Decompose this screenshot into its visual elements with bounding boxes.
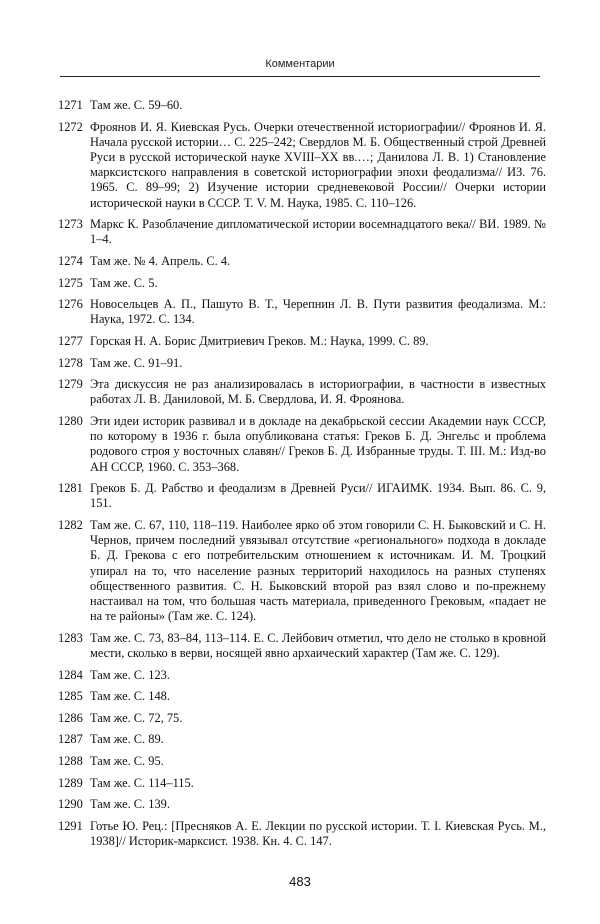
endnote-text: Там же. С. 91–91. (90, 355, 183, 370)
endnote (58, 120, 546, 211)
endnote-number: 1280 (58, 413, 83, 428)
endnote (58, 356, 546, 371)
endnote-number: 1272 (58, 119, 83, 134)
endnote-text: Маркс К. Разоблачение дипломатической истории восемнадцатого века// ВИ. 1989. № 1–4. (90, 217, 546, 247)
endnote-text: Готье Ю. Рец.: [Пресняков А. Е. Лекции по русской истории. Т. I. Киевская Русь. М., 1938]// Историк-марксист. 1938. Кн. 4. С. 147. (90, 818, 546, 848)
endnote (58, 711, 546, 726)
endnote-text: Греков Б. Д. Рабство и феодализм в Древней Руси// ИГАИМК. 1934. Вып. 86. С. 9, 151. (90, 481, 546, 511)
endnote-text: Эта дискуссия не раз анализировалась в историографии, в частности в известных работах Л. В. Даниловой, М. Б. Свердлова, И. Я. Фроянова. (90, 377, 546, 407)
endnote-number: 1278 (58, 355, 83, 370)
endnote (58, 414, 546, 475)
endnote-text: Там же. С. 72, 75. (90, 710, 183, 725)
endnote-text: Там же. С. 139. (90, 797, 170, 812)
endnote-number: 1271 (58, 98, 83, 112)
endnote (58, 689, 546, 704)
endnote-number: 1281 (58, 481, 83, 496)
endnote-number: 1285 (58, 689, 83, 704)
endnote (58, 776, 546, 791)
endnote-text: Горская Н. А. Борис Дмитриевич Греков. М.: Наука, 1999. С. 89. (90, 333, 429, 348)
endnote-text: Эти идеи историк развивал и в докладе на декабрьской сессии Академии наук СССР, по которому в 1936 г. была опубликована статья: Греков Б. Д. Энгельс и проблема родового строя у восточных славян// Греков Б. Д. Избранные труды. Т. III. М.: Изд-во АН СССР, 1960. С. 353–368. (90, 413, 546, 474)
endnote-text: Там же. С. 59–60. (90, 98, 183, 112)
endnote-number: 1291 (58, 818, 83, 833)
endnotes-list (58, 98, 546, 856)
endnote-number: 1283 (58, 630, 83, 645)
endnote (58, 797, 546, 812)
endnote-number: 1273 (58, 217, 83, 232)
endnote (58, 276, 546, 291)
endnote-text: Там же. С. 95. (90, 753, 164, 768)
endnote-number: 1290 (58, 797, 83, 812)
endnote (58, 297, 546, 327)
endnote-number: 1286 (58, 710, 83, 725)
endnote-text: Там же. С. 148. (90, 689, 170, 704)
endnote-text: Там же. С. 114–115. (90, 775, 194, 790)
endnote (58, 334, 546, 349)
endnote (58, 732, 546, 747)
endnote-text: Там же. С. 123. (90, 667, 170, 682)
page-number: 483 (289, 874, 311, 889)
endnote-text: Там же. С. 89. (90, 732, 164, 747)
endnote-text: Там же. № 4. Апрель. С. 4. (90, 254, 231, 268)
endnote-text: Фроянов И. Я. Киевская Русь. Очерки отечественной историографии// Фроянов И. Я. Начала русской истории… С. 225–242; Свердлов М. Б. Общественный строй Древней Руси в русской исторической науке XVIII–XX вв.…; Данилова Л. В. 1) Становление марксистского направления в советской историографии эпохи феодализма// ИЗ. 76. 1965. С. 89–99; 2) Изучение истории средневековой России// Очерки истории исторической науки в СССР. Т. V. М. Наука, 1985. С. 110–126. (90, 119, 546, 210)
endnote-number: 1284 (58, 667, 83, 682)
running-header: Комментарии (265, 58, 335, 70)
endnote-number: 1289 (58, 775, 83, 790)
endnote-text: Там же. С. 67, 110, 118–119. Наиболее ярко об этом говорили С. Н. Быковский и С. Н. Чернов, причем последний увязывал отсутствие «регионального» подхода в докладе Б. Д. Грекова с его потребительским отношением к источникам. И. М. Троцкий упирал на то, что население разных территорий находилось на разных ступенях общественного развития. С. Н. Быковский второй раз взял слово и по-прежнему настаивал на том, что большая часть материала, приведенного Грековым, «падает не на те районы» (Там же. С. 124). (90, 517, 546, 624)
endnote-text: Там же. С. 5. (90, 275, 158, 290)
endnote (58, 754, 546, 769)
endnote-number: 1276 (58, 297, 83, 312)
header-rule (60, 76, 540, 77)
endnote (58, 217, 546, 247)
endnote-text: Там же. С. 73, 83–84, 113–114. Е. С. Лейбович отметил, что дело не столько в кровной мести, сколько в верви, носящей явно архаический характер (Там же. С. 129). (90, 630, 546, 660)
endnote (58, 254, 546, 269)
endnote-text: Новосельцев А. П., Пашуто В. Т., Черепнин Л. В. Пути развития феодализма. М.: Наука, 1972. С. 134. (90, 297, 546, 327)
endnote (58, 668, 546, 683)
endnote (58, 518, 546, 624)
endnote (58, 377, 546, 407)
endnote (58, 631, 546, 661)
endnote-number: 1288 (58, 753, 83, 768)
endnote (58, 98, 546, 113)
endnote-number: 1282 (58, 517, 83, 532)
endnote-number: 1275 (58, 275, 83, 290)
endnote (58, 819, 546, 849)
endnote-number: 1279 (58, 377, 83, 392)
endnote-number: 1287 (58, 732, 83, 747)
endnote (58, 481, 546, 511)
endnote-number: 1277 (58, 333, 83, 348)
endnote-number: 1274 (58, 254, 83, 268)
